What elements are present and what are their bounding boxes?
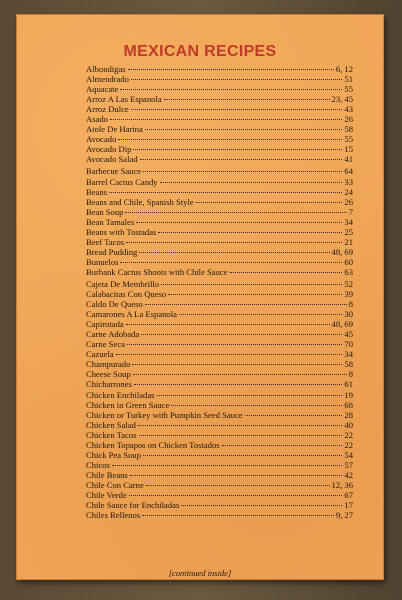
leader-dots: [145, 129, 343, 130]
page-number: 34: [344, 349, 353, 360]
index-entry: [86, 359, 353, 369]
page-number: 68: [344, 399, 353, 410]
index-entry: [86, 480, 353, 490]
index-entry: [86, 279, 353, 289]
index-entry: [86, 217, 353, 227]
page-number: 48, 69: [331, 319, 353, 330]
index-entry: [86, 247, 353, 257]
page-number: 33: [344, 176, 353, 187]
page-number: 48, 69: [331, 246, 353, 257]
index-entry: [86, 299, 353, 309]
recipe-name: Chile Sauce for Enchiladas: [86, 500, 180, 511]
index-entry: [86, 177, 353, 187]
recipe-name: Avocado Salad: [86, 154, 138, 165]
index-entry: [86, 124, 353, 134]
leader-dots: [138, 425, 343, 426]
recipe-name: Carne Adobada: [86, 329, 140, 340]
recipe-name: Chile Verde: [86, 489, 127, 500]
page-number: 55: [344, 134, 353, 145]
recipe-name: Chick Pea Soup: [86, 449, 141, 460]
leader-dots: [139, 252, 329, 253]
recipe-name: Chile Beans: [86, 469, 128, 480]
index-entry: [86, 64, 353, 74]
page-number: 26: [344, 114, 353, 125]
recipe-name: Arroz A Las Espanola: [86, 94, 162, 105]
page-number: 22: [344, 429, 353, 440]
leader-dots: [160, 182, 343, 183]
leader-dots: [136, 222, 342, 223]
page-number: 67: [344, 489, 353, 500]
page-number: 19: [344, 389, 353, 400]
index-entry: [86, 104, 353, 114]
page-number: 34: [344, 216, 353, 227]
index-entry: [86, 400, 353, 410]
page-number: 24: [344, 186, 353, 197]
recipe-name: Cazuela: [86, 349, 114, 360]
recipe-name: Avocado: [86, 134, 117, 145]
page-number: 45: [344, 329, 353, 340]
index-entry: [86, 430, 353, 440]
index-entry: [86, 197, 353, 207]
leader-dots: [129, 495, 343, 496]
leader-dots: [164, 99, 330, 100]
page-number: 8: [348, 299, 353, 310]
recipe-name: Chicken or Turkey with Pumpkin Seed Sauce: [86, 409, 243, 420]
index-entry: [86, 410, 353, 420]
recipe-name: Bread Pudding: [86, 246, 138, 257]
page-number: 70: [344, 339, 353, 350]
recipe-name: Beans and Chile, Spanish Style: [86, 196, 194, 207]
recipe-name: Barrel Cactus Candy: [86, 176, 158, 187]
page-number: 52: [344, 278, 353, 289]
recipe-name: Bunuelos: [86, 256, 119, 267]
index-entry: [86, 329, 353, 339]
recipe-name: Barbecue Sauce: [86, 166, 142, 177]
index-entry: [86, 257, 353, 267]
recipe-name: Chicken Salad: [86, 419, 136, 430]
leader-dots: [158, 232, 342, 233]
recipe-name: Champurado: [86, 359, 131, 370]
index-entry: [86, 490, 353, 500]
page-number: 58: [344, 359, 353, 370]
leader-dots: [131, 79, 342, 80]
page-number: 23, 45: [331, 94, 353, 105]
index-entry: [86, 207, 353, 217]
page-number: 41: [344, 154, 353, 165]
recipe-name: Beans: [86, 186, 108, 197]
leader-dots: [120, 262, 342, 263]
leader-dots: [146, 485, 330, 486]
leader-dots: [116, 354, 343, 355]
recipe-name: Almendrado: [86, 74, 129, 85]
leader-dots: [140, 159, 343, 160]
index-entry: [86, 450, 353, 460]
page-number: 9, 27: [335, 510, 353, 521]
leader-dots: [141, 334, 342, 335]
page-number: 7: [348, 206, 353, 217]
leader-dots: [130, 475, 343, 476]
page-number: 8: [348, 369, 353, 380]
recipe-name: Cheese Soup: [86, 369, 131, 380]
recipe-name: Chicken Tacos: [86, 429, 137, 440]
page-number: 58: [344, 124, 353, 135]
page-number: 39: [344, 289, 353, 300]
index-entry: [86, 390, 353, 400]
page-number: 55: [344, 84, 353, 95]
recipe-name: Chicos: [86, 459, 110, 470]
leader-dots: [222, 445, 343, 446]
page-number: 22: [344, 439, 353, 450]
page-number: 54: [344, 449, 353, 460]
recipe-name: Burbank Cactus Shoots with Chile Sauce: [86, 266, 228, 277]
index-entry: [86, 166, 353, 176]
page-number: 25: [344, 226, 353, 237]
leader-dots: [133, 374, 347, 375]
leader-dots: [118, 139, 342, 140]
leader-dots: [126, 324, 330, 325]
leader-dots: [142, 515, 334, 516]
leader-dots: [245, 415, 343, 416]
leader-dots: [168, 294, 342, 295]
page-number: 43: [344, 104, 353, 115]
page-number: 64: [344, 166, 353, 177]
recipe-name: Aquacate: [86, 84, 119, 95]
leader-dots: [109, 192, 342, 193]
leader-dots: [157, 395, 343, 396]
leader-dots: [179, 314, 342, 315]
leader-dots: [112, 465, 343, 466]
leader-dots: [181, 505, 342, 506]
index-entry: [86, 470, 353, 480]
index-entry: [86, 237, 353, 247]
leader-dots: [139, 435, 343, 436]
index-entry: [86, 349, 353, 359]
recipe-name: Arroz Dulce: [86, 104, 129, 115]
leader-dots: [143, 455, 343, 456]
recipe-name: Caldo De Queso: [86, 299, 143, 310]
leader-dots: [125, 212, 346, 213]
index-group: [86, 279, 353, 520]
index-group: [86, 166, 353, 277]
page-number: 6, 12: [335, 64, 353, 74]
book-cover: [16, 14, 384, 580]
page-number: 61: [344, 379, 353, 390]
page-number: 12, 36: [331, 479, 353, 490]
page-number: 17: [344, 500, 353, 511]
index-entry: [86, 369, 353, 379]
recipe-name: Chiles Rellenos: [86, 510, 141, 521]
page-number: 57: [344, 459, 353, 470]
continued-note: [continued inside]: [168, 568, 232, 578]
recipe-name: Chicken Topapos on Chicken Tostados: [86, 439, 220, 450]
index-entry: [86, 134, 353, 144]
recipe-name: Chile Con Carne: [86, 479, 144, 490]
leader-dots: [145, 304, 347, 305]
recipe-name: Chicharrones: [86, 379, 132, 390]
page-number: 26: [344, 196, 353, 207]
page-number: 51: [344, 74, 353, 85]
index-entry: [86, 289, 353, 299]
index-entry: [86, 420, 353, 430]
leader-dots: [131, 109, 343, 110]
index-entry: [86, 440, 353, 450]
recipe-name: Bean Soup: [86, 206, 124, 217]
leader-dots: [161, 284, 342, 285]
page-number: 28: [344, 409, 353, 420]
index-entry: [86, 319, 353, 329]
page-number: 40: [344, 419, 353, 430]
leader-dots: [128, 69, 334, 70]
leader-dots: [132, 364, 342, 365]
recipe-name: Carne Seca: [86, 339, 125, 350]
leader-dots: [143, 171, 342, 172]
index-entry: [86, 460, 353, 470]
leader-dots: [171, 405, 342, 406]
index-entry: [86, 154, 353, 164]
recipe-name: Chicken in Green Sauce: [86, 399, 170, 410]
leader-dots: [196, 202, 343, 203]
index-entry: [86, 500, 353, 510]
index-entry: [86, 94, 353, 104]
recipe-name: Cajeta De Membrillo: [86, 278, 160, 289]
index-entry: [86, 187, 353, 197]
index-entry: [86, 144, 353, 154]
recipe-name: Asado: [86, 114, 108, 125]
recipe-name: Avocado Dip: [86, 144, 132, 155]
index-entry: [86, 510, 353, 520]
page-number: 21: [344, 236, 353, 247]
recipe-name: Atole De Harina: [86, 124, 143, 135]
recipe-name: Calabacitas Con Queso: [86, 289, 167, 300]
index-entry: [86, 74, 353, 84]
recipe-index: [86, 64, 353, 522]
index-entry: [86, 309, 353, 319]
recipe-name: Chicken Enchiladas: [86, 389, 155, 400]
page-number: 15: [344, 144, 353, 155]
index-entry: [86, 379, 353, 389]
recipe-name: Bean Tamales: [86, 216, 135, 227]
recipe-name: Beans with Tostadas: [86, 226, 157, 237]
index-entry: [86, 114, 353, 124]
leader-dots: [127, 344, 343, 345]
leader-dots: [126, 242, 342, 243]
index-entry: [86, 84, 353, 94]
page-number: 30: [344, 309, 353, 320]
index-entry: [86, 227, 353, 237]
recipe-name: Camarones A La Espanola: [86, 309, 177, 320]
index-entry: [86, 339, 353, 349]
leader-dots: [120, 89, 342, 90]
index-group: [86, 64, 353, 164]
leader-dots: [230, 272, 343, 273]
leader-dots: [110, 119, 342, 120]
page-title: MEXICAN RECIPES: [123, 43, 277, 60]
recipe-name: Beef Tacos: [86, 236, 125, 247]
leader-dots: [133, 149, 342, 150]
page-number: 42: [344, 469, 353, 480]
page-number: 60: [344, 256, 353, 267]
page-number: 63: [344, 266, 353, 277]
leader-dots: [134, 384, 343, 385]
recipe-name: Capirotada: [86, 319, 124, 330]
index-entry: [86, 267, 353, 277]
recipe-name: Albondigas: [86, 64, 126, 74]
